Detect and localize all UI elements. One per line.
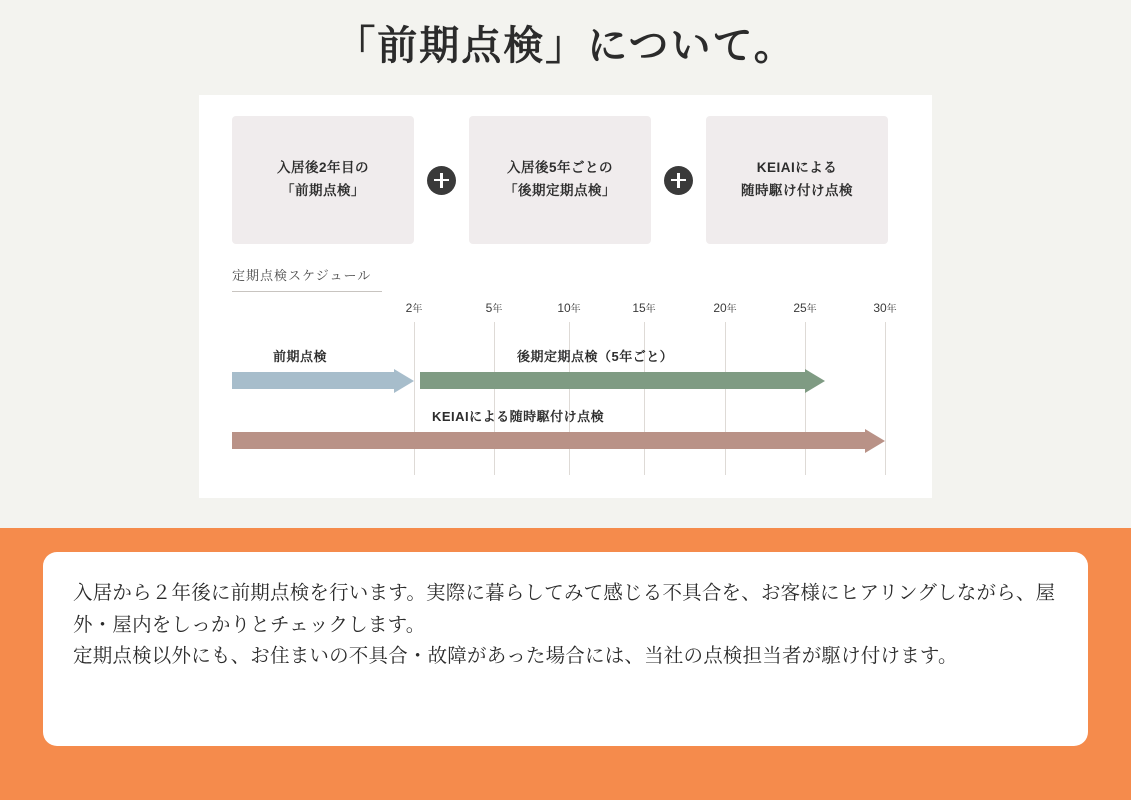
arrow-bar <box>232 372 394 389</box>
timeline-tick-label <box>486 300 503 315</box>
diagram-card <box>199 95 932 498</box>
arrow-label-later-inspection: 後期定期点検（5年ごと） <box>517 349 674 364</box>
inspection-box-3 <box>706 116 888 244</box>
inspection-box-1-line1: 入居後2年目の <box>276 160 369 176</box>
timeline-arrow-oncall-inspection <box>232 432 885 449</box>
timeline-gridline <box>414 322 415 475</box>
tick-value: 15 <box>632 301 646 315</box>
timeline-arrow-later-inspection <box>420 372 825 389</box>
tick-unit: 年 <box>806 304 817 315</box>
page-title: 「前期点検」について。 <box>335 24 796 68</box>
timeline-gridline <box>494 322 495 475</box>
timeline-gridline <box>805 322 806 475</box>
timeline-tick-label <box>713 300 736 315</box>
arrow-head <box>865 429 885 453</box>
arrow-head <box>805 369 825 393</box>
inspection-timeline <box>232 300 899 475</box>
tick-value: 30 <box>873 301 887 315</box>
timeline-gridline <box>725 322 726 475</box>
arrow-label-oncall-inspection: KEIAIによる随時駆付け点検 <box>432 409 605 424</box>
note-paragraph-1: 入居から２年後に前期点検を行います。実際に暮らしてみて感じる不具合を、お客様にヒアリングしながら、屋外・屋内をしっかりとチェックします。 <box>73 582 1056 636</box>
tick-value: 2 <box>405 301 413 315</box>
tick-unit: 年 <box>726 304 737 315</box>
plus-icon <box>427 166 456 195</box>
tick-value: 20 <box>713 301 727 315</box>
tick-unit: 年 <box>412 304 423 315</box>
timeline-tick-label <box>406 300 423 315</box>
inspection-box-2-line2: 「後期定期点検」 <box>504 183 616 198</box>
arrow-bar <box>420 372 805 389</box>
tick-unit: 年 <box>492 304 503 315</box>
inspection-box-2 <box>469 116 651 244</box>
inspection-box-1 <box>232 116 414 244</box>
tick-unit: 年 <box>570 304 581 315</box>
timeline-tick-label <box>632 300 655 315</box>
arrow-label-early-inspection: 前期点検 <box>273 349 328 364</box>
timeline-gridline <box>569 322 570 475</box>
inspection-box-3-line2: 随時駆け付け点検 <box>741 183 853 198</box>
plus-icon <box>664 166 693 195</box>
inspection-box-3-line1: KEIAIによる <box>756 160 838 176</box>
inspection-boxes-row <box>232 116 899 244</box>
note-card <box>43 552 1088 746</box>
tick-value: 25 <box>793 301 807 315</box>
arrow-head <box>394 369 414 393</box>
schedule-label: 定期点検スケジュール <box>232 265 382 292</box>
tick-unit: 年 <box>645 304 656 315</box>
tick-unit: 年 <box>886 304 897 315</box>
arrow-bar <box>232 432 865 449</box>
note-paragraph-2: 定期点検以外にも、お住まいの不具合・故障があった場合には、当社の点検担当者が駆け付けます。 <box>73 645 958 668</box>
timeline-gridline <box>644 322 645 475</box>
timeline-tick-label <box>873 300 896 315</box>
inspection-box-2-line1: 入居後5年ごとの <box>506 160 613 176</box>
inspection-box-1-line2: 「前期点検」 <box>281 183 365 198</box>
timeline-tick-label <box>793 300 816 315</box>
timeline-arrow-early-inspection <box>232 372 414 389</box>
tick-value: 10 <box>557 301 571 315</box>
tick-value: 5 <box>485 301 493 315</box>
timeline-gridline <box>885 322 886 475</box>
timeline-tick-label <box>557 300 580 315</box>
